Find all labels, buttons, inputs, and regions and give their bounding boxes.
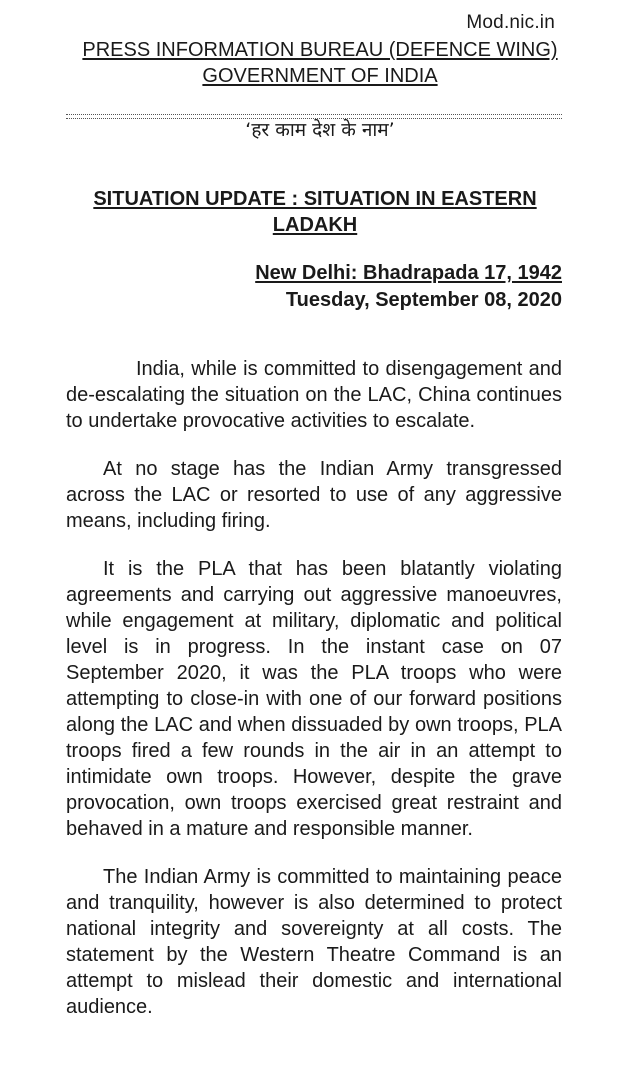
bureau-title: PRESS INFORMATION BUREAU (DEFENCE WING) [82, 39, 558, 61]
site-label: Mod.nic.in [466, 12, 555, 33]
paragraph-1: India, while is committed to disengagement and de-escalating the situation on the LAC, China continues to undertake provocative activities to escalate. [66, 358, 562, 432]
paragraph-4: The Indian Army is committed to maintaining peace and tranquility, however is also determined to protect national integrity and sovereignty at all costs. The statement by the Western Theatre Command is an attempt to mislead their domestic and international audience. [66, 866, 562, 1018]
dateline [255, 260, 562, 314]
dateline-date: Tuesday, September 08, 2020 [285, 289, 562, 311]
press-header [80, 37, 560, 89]
article-body [66, 356, 562, 1042]
hindi-motto: ‘हर काम देश के नाम’ [245, 119, 395, 141]
paragraph-2: At no stage has the Indian Army transgressed across the LAC or resorted to use of any aggressive means, including firing. [66, 458, 562, 532]
government-title: GOVERNMENT OF INDIA [202, 65, 438, 87]
dotted-divider-top [66, 114, 562, 115]
headline: SITUATION UPDATE : SITUATION IN EASTERN LADAKH [93, 188, 537, 236]
dateline-place: New Delhi: Bhadrapada 17, 1942 [255, 262, 562, 284]
paragraph-3: It is the PLA that has been blatantly violating agreements and carrying out aggressive manoeuvres, while engagement at military, diplomatic and political level is in progress. In the instant case on 07 September 2020, it was the PLA troops who were attempting to close-in with one of our forward positions along the LAC and when dissuaded by own troops, PLA troops fired a few rounds in the air in an attempt to intimidate own troops. However, despite the grave provocation, own troops exercised great restraint and behaved in a mature and responsible manner. [66, 558, 562, 840]
